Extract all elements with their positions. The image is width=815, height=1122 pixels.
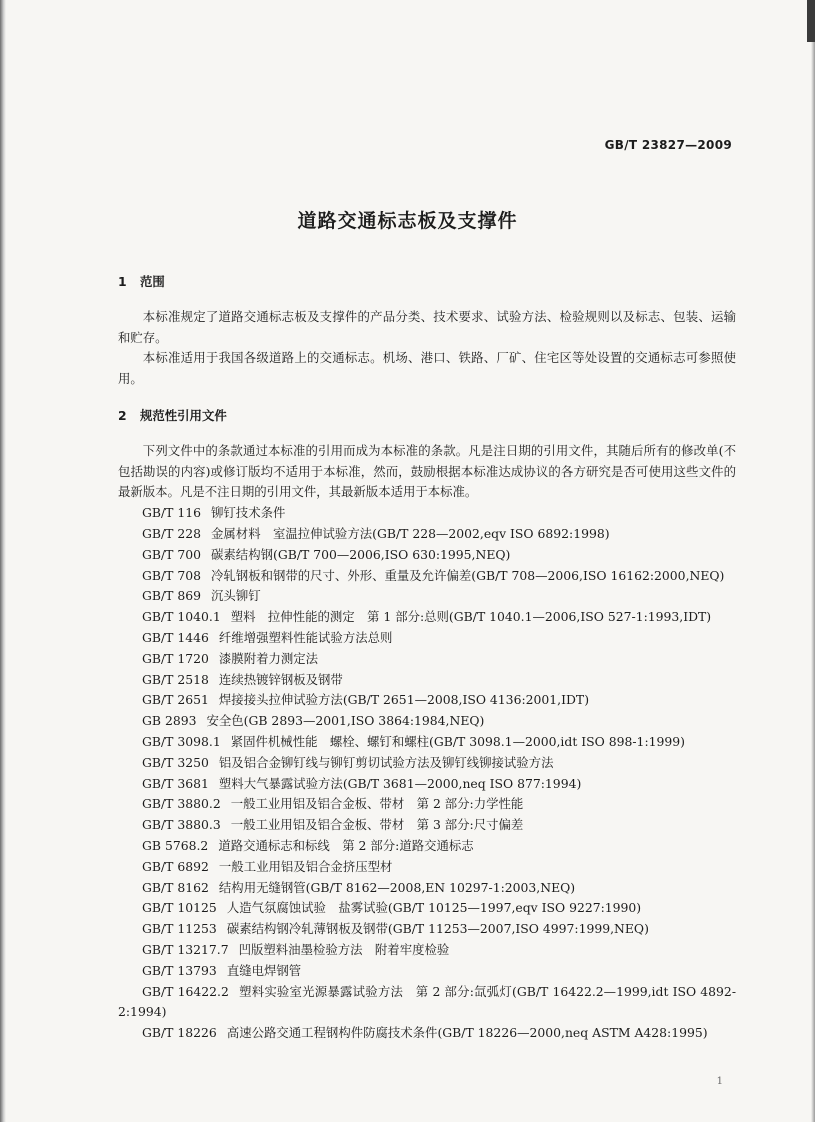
reference-title: 焊接接头拉伸试验方法(GB/T 2651—2008,ISO 4136:2001,IDT) [218,692,590,708]
reference-code: GB/T 228 [142,525,202,541]
section-number: 2 [118,407,127,423]
reference-code: GB/T 3880.3 [142,817,221,833]
reference-item [118,794,736,815]
reference-title: 道路交通标志和标线 第 2 部分:道路交通标志 [218,837,474,853]
reference-code: GB/T 2651 [142,692,209,708]
reference-item [118,753,736,774]
reference-item [118,566,736,587]
reference-list [118,503,736,1044]
reference-item [118,545,736,566]
reference-item [118,628,736,649]
reference-item [118,732,736,753]
reference-title: 漆膜附着力测定法 [218,650,319,666]
reference-code: GB/T 13793 [142,962,217,978]
reference-title: 铝及铝合金铆钉线与铆钉剪切试验方法及铆钉线铆接试验方法 [218,754,554,770]
reference-code: GB/T 6892 [142,858,209,874]
reference-item [118,940,736,961]
section-heading-scope [118,272,736,293]
reference-code: GB/T 3880.2 [142,796,221,812]
reference-item [118,670,736,691]
reference-item [118,961,736,982]
page-number: 1 [716,1076,723,1087]
reference-code: GB/T 1446 [142,629,209,645]
reference-code: GB/T 18226 [142,1025,217,1041]
reference-title: 塑料大气暴露试验方法(GB/T 3681—2000,neq ISO 877:1994) [218,775,582,791]
reference-title: 结构用无缝钢管(GB/T 8162—2008,EN 10297-1:2003,NEQ) [218,879,576,895]
standard-code: GB/T 23827—2009 [604,138,732,152]
reference-title: 沉头铆钉 [211,588,261,604]
reference-title: 安全色(GB 2893—2001,ISO 3864:1984,NEQ) [206,713,485,729]
document-title: 道路交通标志板及支撑件 [297,210,518,232]
reference-item [118,982,736,1024]
paragraph: 本标准规定了道路交通标志板及支撑件的产品分类、技术要求、试验方法、检验规则以及标志、包装、运输和贮存。 [118,308,736,345]
reference-item [118,690,736,711]
reference-title: 一般工业用铝及铝合金板、带材 第 2 部分:力学性能 [230,796,524,812]
scan-edge-left [0,0,6,1122]
reference-code: GB/T 3098.1 [142,733,221,749]
reference-title: 冷轧钢板和钢带的尺寸、外形、重量及允许偏差(GB/T 708—2006,ISO 16162:2000,NEQ) [211,567,725,583]
reference-title: 金属材料 室温拉伸试验方法(GB/T 228—2002,eqv ISO 6892:1998) [211,525,610,541]
reference-title: 一般工业用铝及铝合金板、带材 第 3 部分:尺寸偏差 [230,817,524,833]
reference-item [118,607,736,628]
reference-item [118,774,736,795]
reference-code: GB/T 11253 [142,921,217,937]
reference-title: 紧固件机械性能 螺栓、螺钉和螺柱(GB/T 3098.1—2000,idt ISO 898-1:1999) [230,733,685,749]
reference-title: 一般工业用铝及铝合金挤压型材 [218,858,393,874]
section-number: 1 [118,274,127,289]
reference-code: GB/T 3681 [142,775,209,791]
reference-item [118,586,736,607]
reference-title: 塑料 拉伸性能的测定 第 1 部分:总则(GB/T 1040.1—2006,ISO 527-1:1993,IDT) [230,609,712,625]
section-heading-normative-references [118,406,736,427]
reference-code: GB/T 1040.1 [142,609,221,625]
reference-title: 高速公路交通工程钢构件防腐技术条件(GB/T 18226—2000,neq ASTM A428:1995) [226,1025,708,1041]
reference-item [118,649,736,670]
section-title: 规范性引用文件 [140,407,227,423]
reference-code: GB/T 8162 [142,879,209,895]
reference-code: GB/T 2518 [142,671,209,687]
reference-title: 碳素结构钢(GB/T 700—2006,ISO 630:1995,NEQ) [211,546,511,562]
reference-item [118,1023,736,1044]
reference-code: GB/T 869 [142,588,202,604]
reference-title: 碳素结构钢冷轧薄钢板及钢带(GB/T 11253—2007,ISO 4997:1999,NEQ) [226,921,649,937]
paragraph: 本标准适用于我国各级道路上的交通标志。机场、港口、铁路、厂矿、住宅区等处设置的交通标志可参照使用。 [118,350,736,387]
reference-code: GB/T 10125 [142,900,217,916]
reference-title: 连续热镀锌钢板及钢带 [218,671,343,687]
reference-code: GB/T 116 [142,505,202,521]
paragraph: 下列文件中的条款通过本标准的引用而成为本标准的条款。凡是注日期的引用文件，其随后所有的修改单(不包括勘误的内容)或修订版均不适用于本标准，然而，鼓励根据本标准达成协议的各方研究是否可使用这些文件的最新版本。凡是不注日期的引用文件，其最新版本适用于本标准。 [118,442,736,500]
reference-title: 纤维增强塑料性能试验方法总则 [218,629,393,645]
reference-item [118,878,736,899]
reference-code: GB/T 700 [142,546,202,562]
scan-edge-right-shadow [811,42,815,1122]
reference-title: 凹版塑料油墨检验方法 附着牢度检验 [238,941,450,957]
reference-code: GB/T 3250 [142,754,209,770]
reference-code: GB/T 708 [142,567,202,583]
reference-code: GB/T 1720 [142,650,209,666]
reference-item [118,503,736,524]
reference-code: GB 2893 [142,713,197,729]
scan-edge-right [807,0,815,42]
reference-item [118,524,736,545]
reference-code: GB 5768.2 [142,837,209,853]
reference-item [118,711,736,732]
reference-title: 铆钉技术条件 [211,505,286,521]
reference-item [118,815,736,836]
reference-title: 塑料实验室光源暴露试验方法 第 2 部分:氙弧灯(GB/T 16422.2—1999,idt ISO 4892-2:1994) [118,983,737,1020]
reference-title: 人造气氛腐蚀试验 盐雾试验(GB/T 10125—1997,eqv ISO 9227:1990) [226,900,642,916]
reference-item [118,857,736,878]
reference-item [118,836,736,857]
reference-code: GB/T 16422.2 [142,983,229,999]
reference-title: 直缝电焊钢管 [226,962,302,978]
document-body [118,272,736,1044]
reference-item [118,898,736,919]
reference-item [118,919,736,940]
section-title: 范围 [140,274,165,289]
reference-code: GB/T 13217.7 [142,941,229,957]
